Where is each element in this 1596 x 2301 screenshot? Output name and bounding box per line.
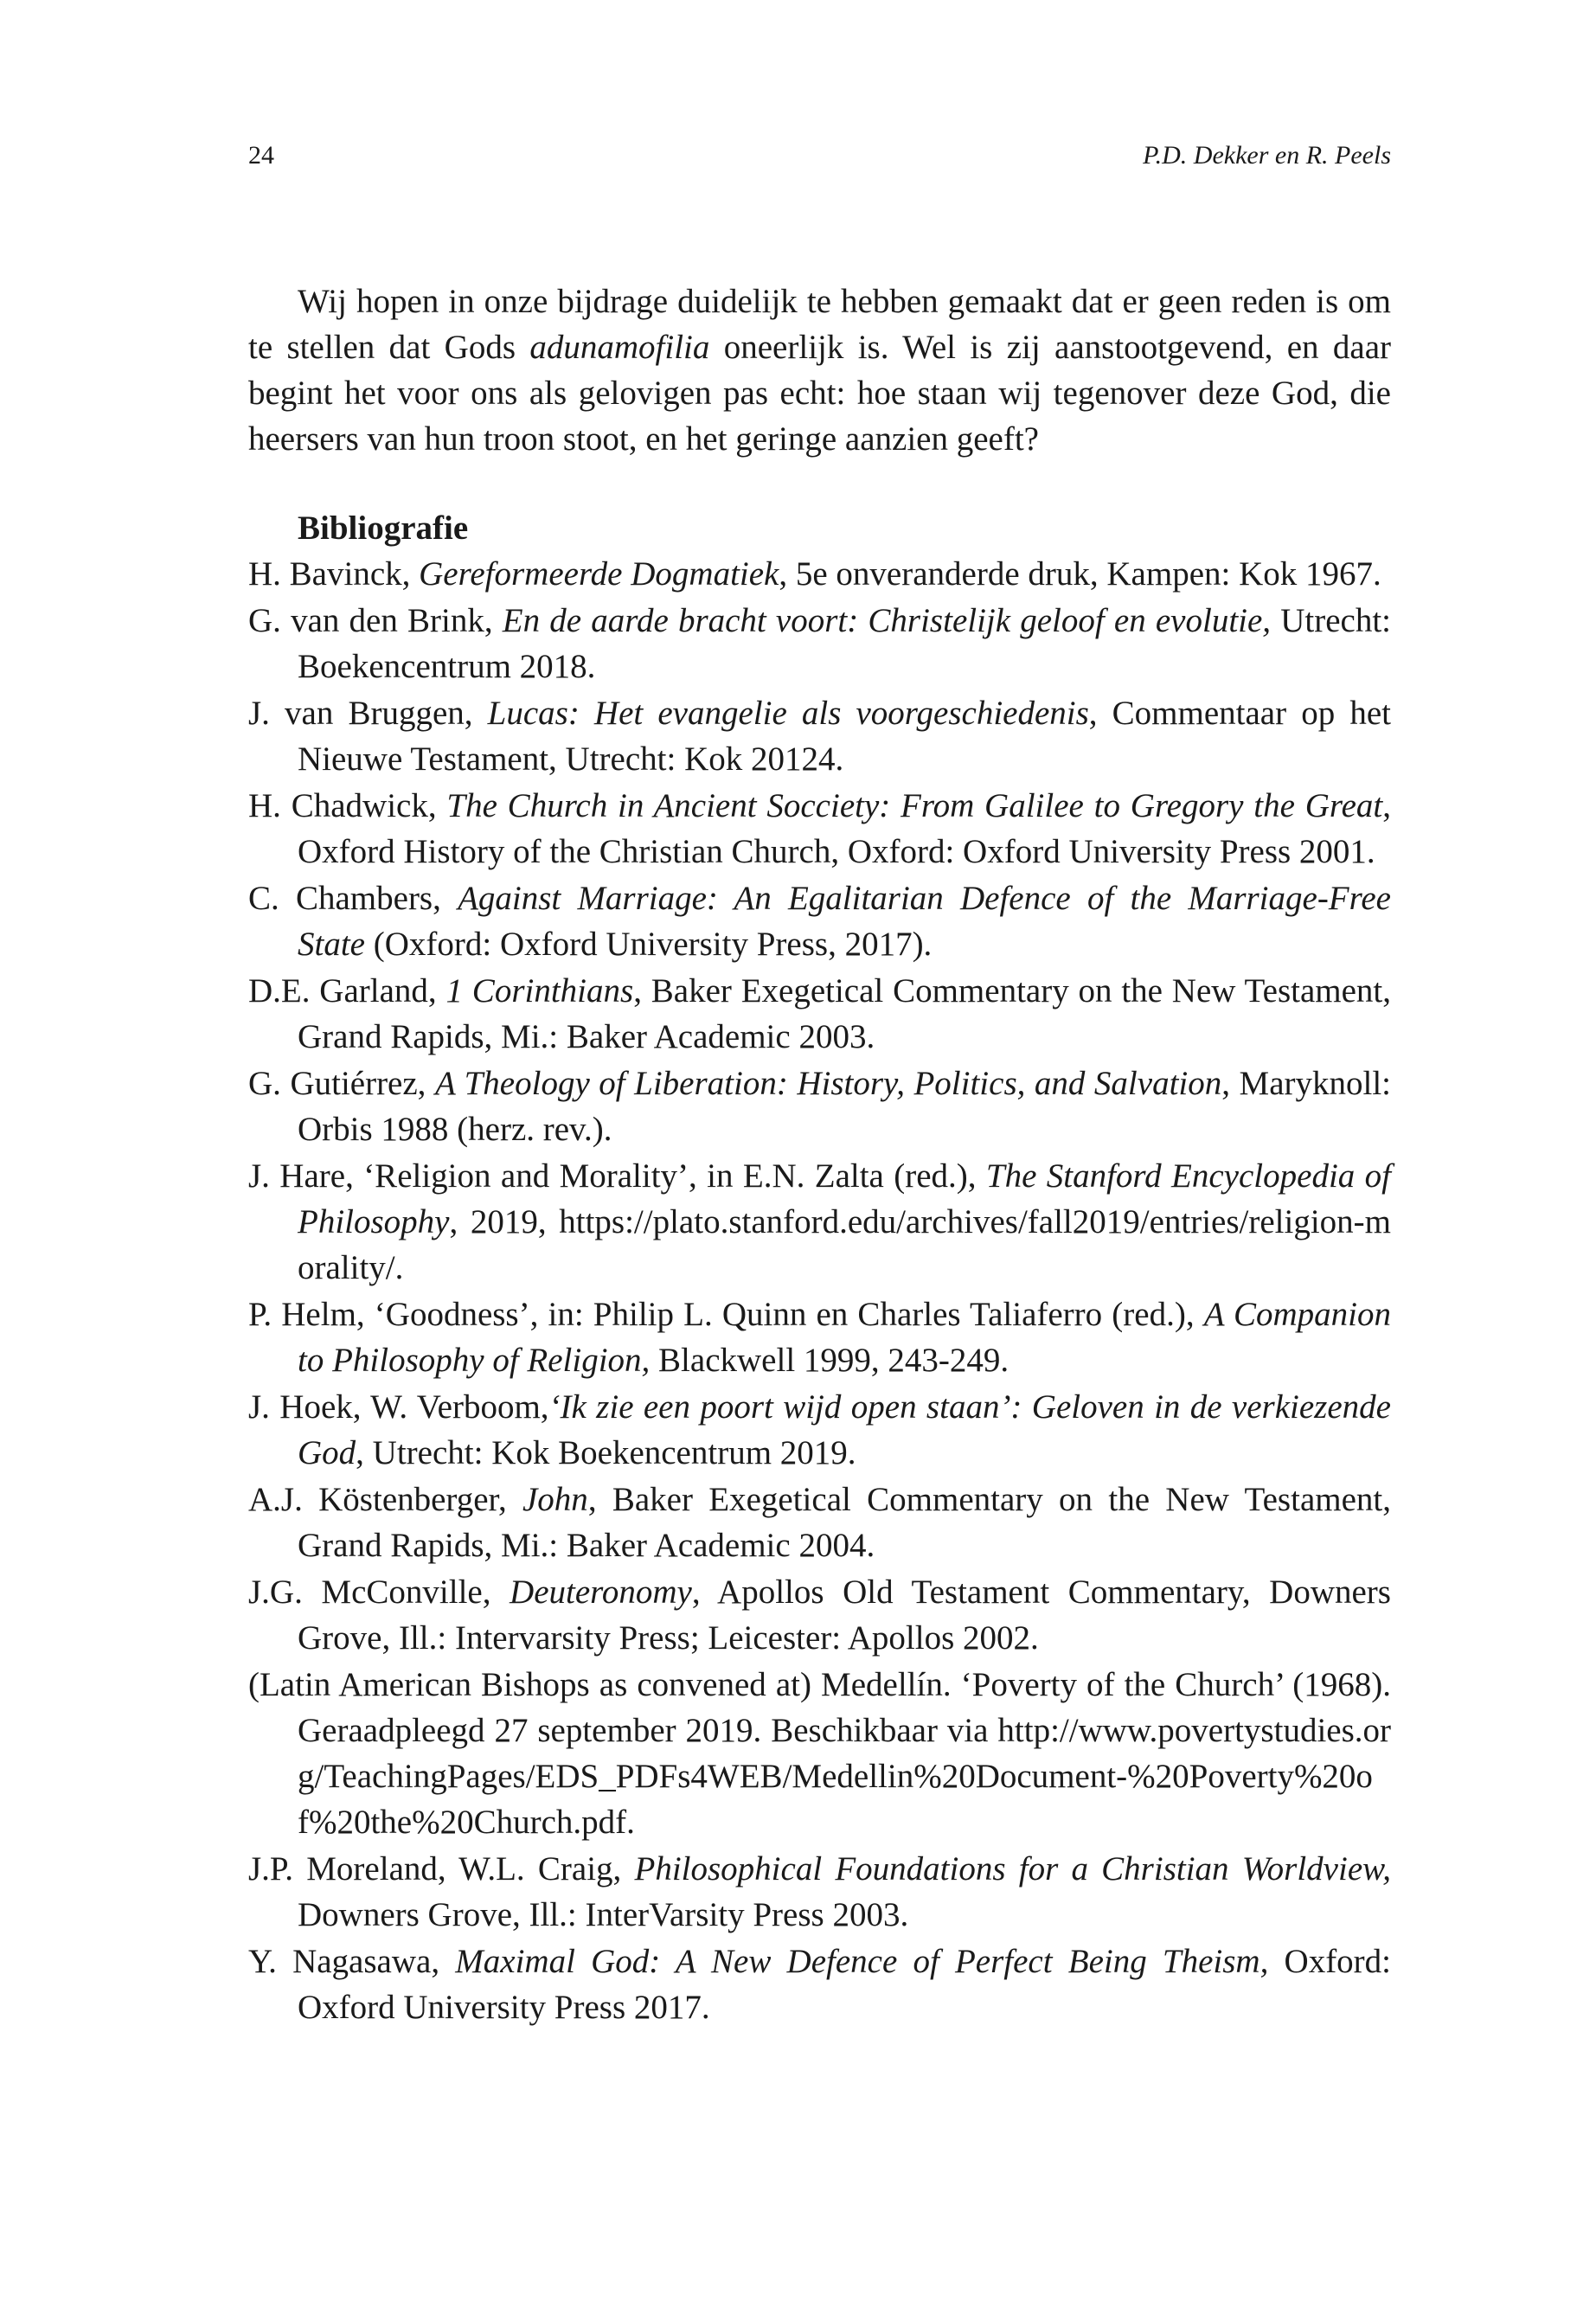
paragraph-text-1: Wij hopen in onze bijdrage duidelijk te hebben gemaakt dat er geen reden is om te stellen dat Gods [248, 283, 1391, 366]
bibliography-entry: C. Chambers, Against Marriage: An Egalitarian Defence of the Marriage-Free State (Oxford: Oxford University Press, 2017). [248, 880, 1391, 963]
closing-paragraph [248, 279, 1391, 462]
bibliography-entry: H. Chadwick, The Church in Ancient Socciety: From Galilee to Gregory the Great, Oxford History of the Christian Church, Oxford: Oxford University Press 2001. [248, 787, 1391, 870]
bibliography-entry: Y. Nagasawa, Maximal God: A New Defence of Perfect Being Theism, Oxford: Oxford University Press 2017. [248, 1943, 1392, 2026]
bibliography-entry: A.J. Köstenberger, John, Baker Exegetical Commentary on the New Testament, Grand Rapids, Mi.: Baker Academic 2004. [248, 1481, 1391, 1564]
paragraph-italic-term: adunamofilia [529, 329, 710, 366]
bibliography-entry: (Latin American Bishops as convened at) Medellín. ‘Poverty of the Church’ (1968). Geraadpleegd 27 september 2019. Beschikbaar via http://www.povertystudies.org/TeachingPages/EDS_PDFs4WEB/Medellin%20Document-%20Poverty%20of%20the%20Church.pdf. [248, 1666, 1391, 1841]
bibliography-list [248, 551, 1391, 2030]
bibliography-entry: H. Bavinck, Gereformeerde Dogmatiek, 5e onveranderde druk, Kampen: Kok 1967. [248, 555, 1381, 593]
page-body [248, 279, 1391, 2031]
bibliography-entry: J.G. McConville, Deuteronomy, Apollos Old Testament Commentary, Downers Grove, Ill.: Intervarsity Press; Leicester: Apollos 2002. [248, 1574, 1391, 1657]
bibliography-heading: Bibliografie [298, 510, 469, 547]
running-head [248, 138, 1391, 173]
paragraph-text-2: oneerlijk is. Wel is zij aanstootgevend, en daar begint het voor ons als gelovigen pas echt: hoe staan wij tegenover deze God, die heersers van hun troon stoot, en het geringe aanzien geeft? [248, 329, 1391, 458]
bibliography-entry: J. van Bruggen, Lucas: Het evangelie als voorgeschiedenis, Commentaar op het Nieuwe Testament, Utrecht: Kok 20124. [248, 695, 1391, 778]
bibliography-entry: J. Hoek, W. Verboom,‘Ik zie een poort wijd open staan’: Geloven in de verkiezende God, Utrecht: Kok Boekencentrum 2019. [248, 1388, 1391, 1471]
page-number: 24 [248, 141, 274, 170]
bibliography-entry: J.P. Moreland, W.L. Craig, Philosophical Foundations for a Christian Worldview, Downers Grove, Ill.: InterVarsity Press 2003. [248, 1850, 1391, 1933]
bibliography-entry: J. Hare, ‘Religion and Morality’, in E.N. Zalta (red.), The Stanford Encyclopedia of Philosophy, 2019, https://plato.stanford.edu/archives/fall2019/entries/religion-morality/. [248, 1157, 1391, 1286]
bibliography-entry: G. van den Brink, En de aarde bracht voort: Christelijk geloof en evolutie, Utrecht: Boekencentrum 2018. [248, 602, 1391, 685]
bibliography-entry: P. Helm, ‘Goodness’, in: Philip L. Quinn en Charles Taliaferro (red.), A Companion to Philosophy of Religion, Blackwell 1999, 243-249. [248, 1296, 1391, 1379]
running-head-authors: P.D. Dekker en R. Peels [1143, 141, 1391, 170]
bibliography-entry: G. Gutiérrez, A Theology of Liberation: History, Politics, and Salvation, Maryknoll: Orbis 1988 (herz. rev.). [248, 1065, 1392, 1148]
bibliography-entry: D.E. Garland, 1 Corinthians, Baker Exegetical Commentary on the New Testament, Grand Rapids, Mi.: Baker Academic 2003. [248, 972, 1392, 1055]
